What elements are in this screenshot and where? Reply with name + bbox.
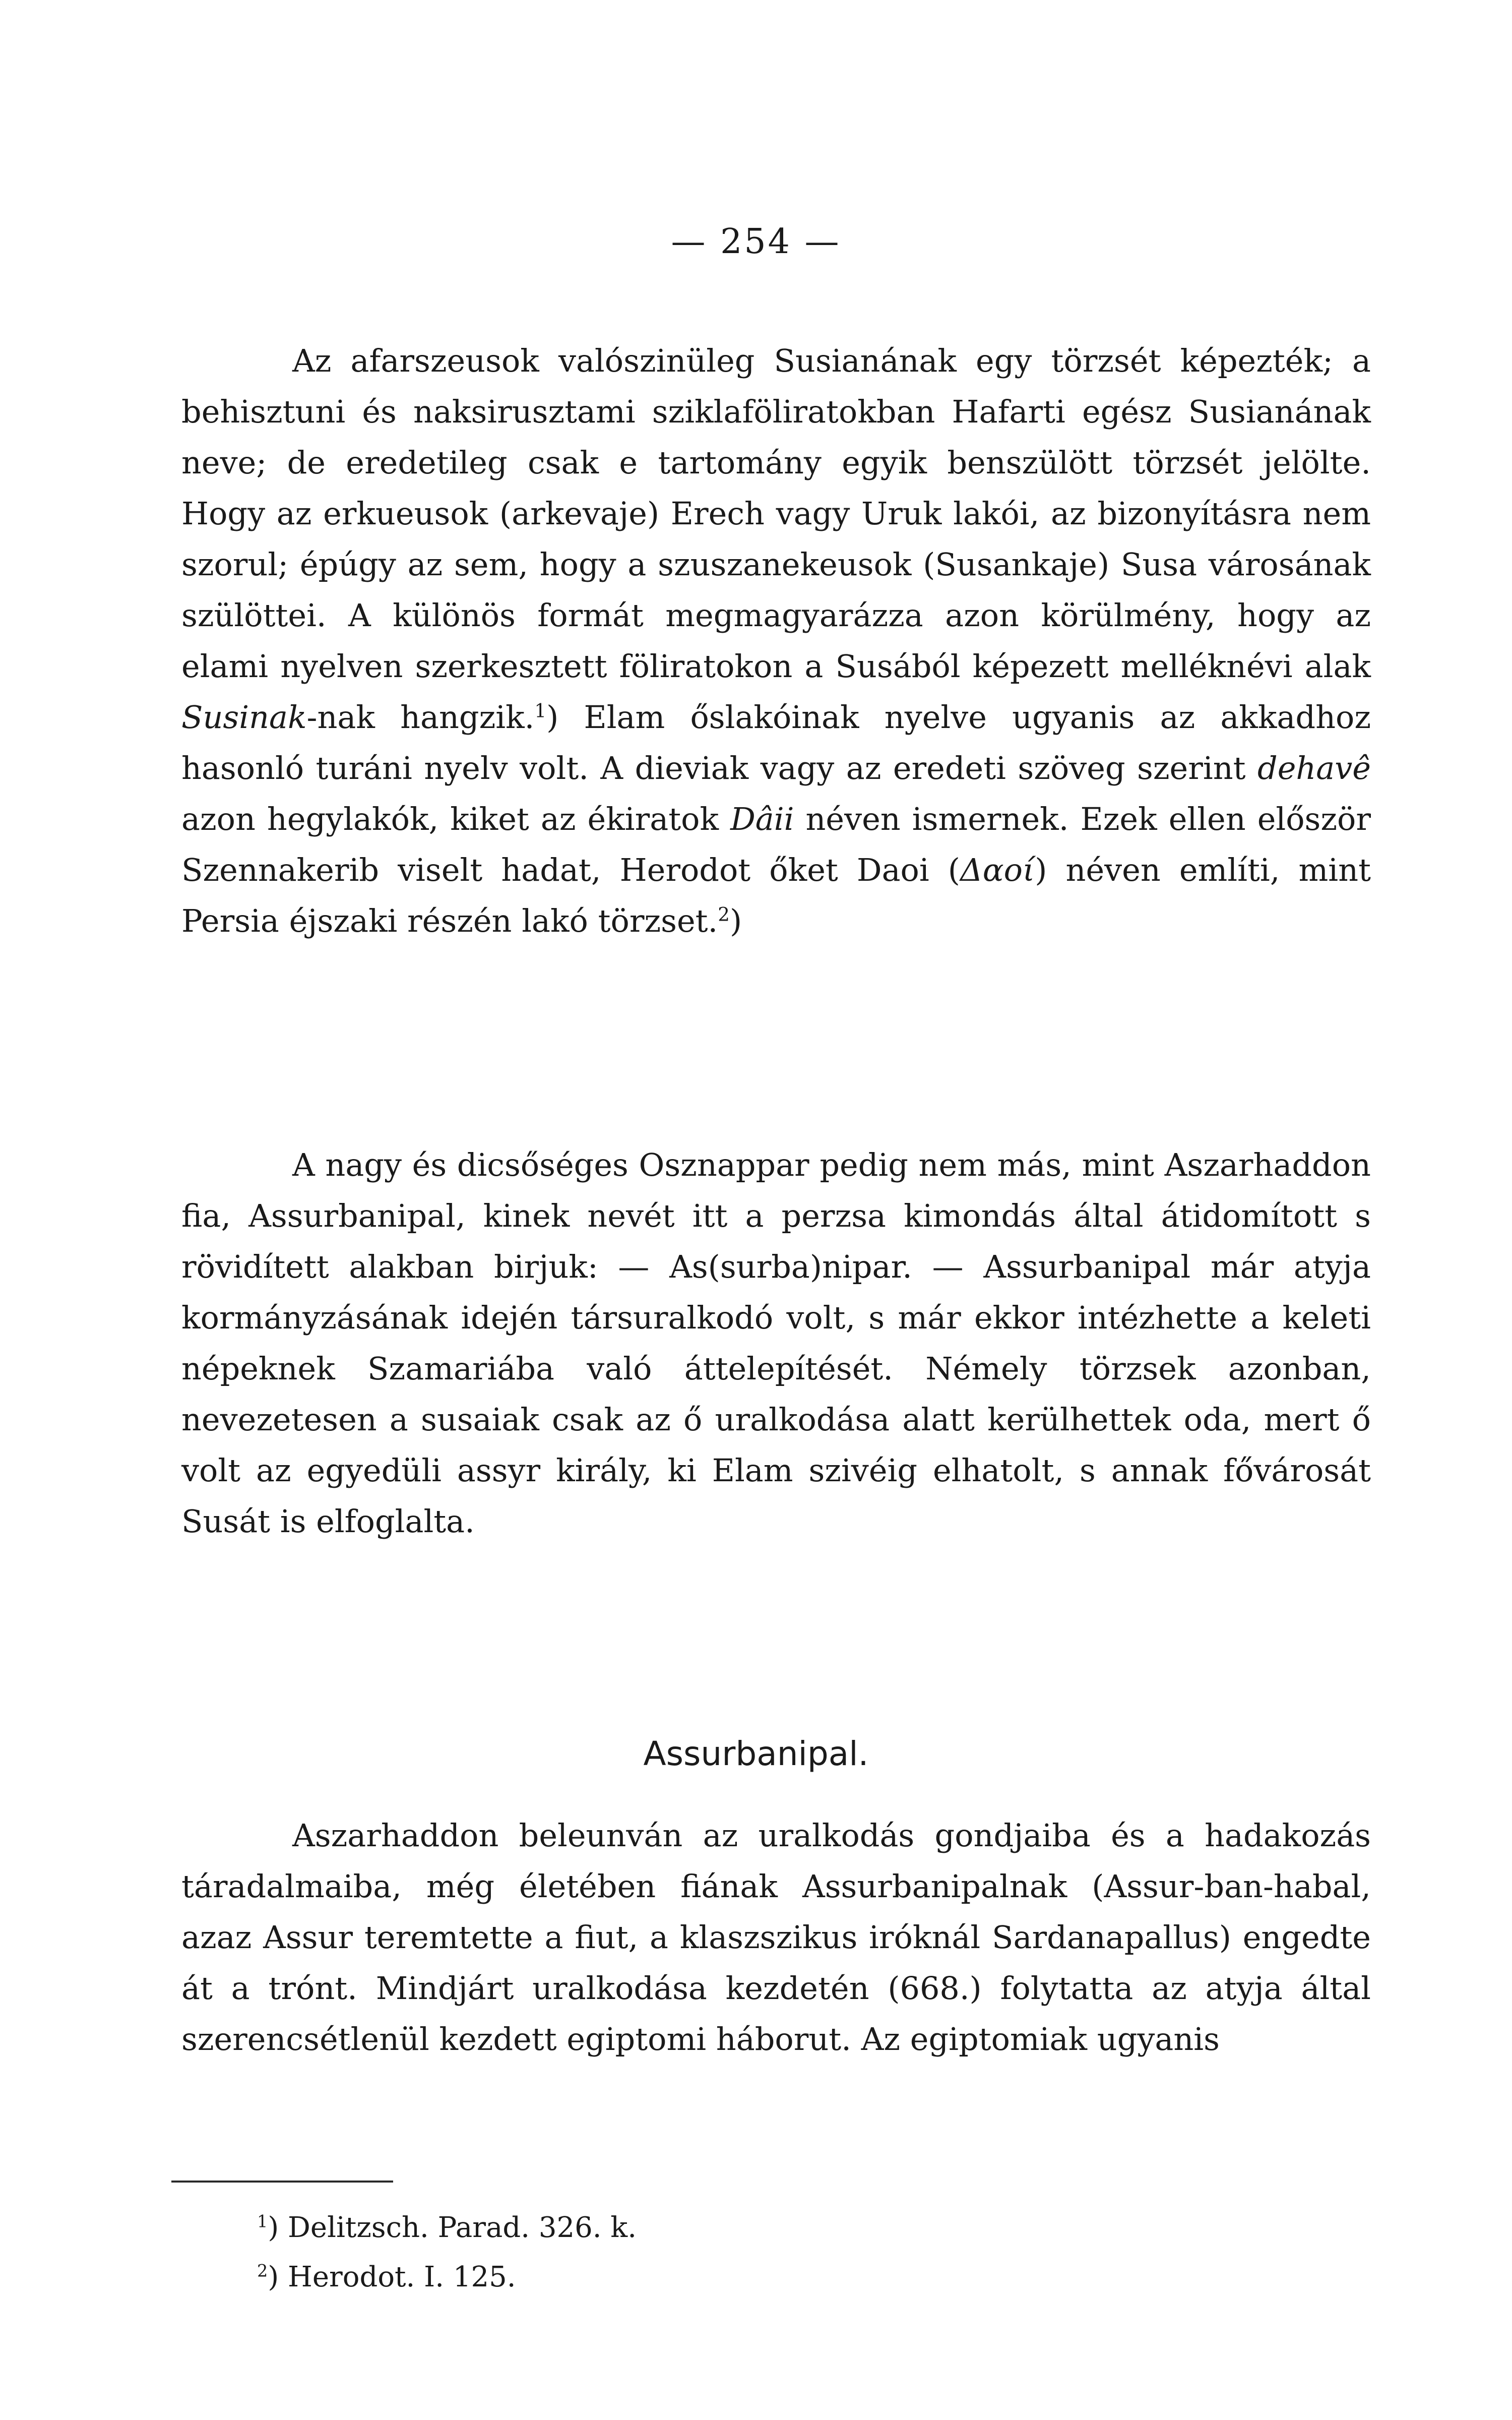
para1-text-d: azon hegylakók, kiket az ékiratok — [181, 801, 719, 837]
paragraph-2 — [181, 1139, 1371, 1547]
paragraph-2-text: A nagy és dicsőséges Osznappar pedig nem más, mint Aszarhaddon fia, Assurbanipal, kinek nevét itt a perzsa kimondás által átidomított s rövidített alakban birjuk: — As(surba)nipar. — Assurbanipal már atyja kormányzásának idején társuralkodó volt, s már ekkor intézhette a keleti népeknek Szamariába való áttelepítését. Némely törzsek azonban, nevezetesen a susaiak csak az ő uralkodása alatt kerülhettek oda, mert ő volt az egyedüli assyr király, ki Elam szivéig elhatolt, s annak fővárosát Susát is elfoglalta. — [181, 1146, 1371, 1540]
footnote-ref-1: 1 — [534, 699, 547, 722]
footnote-2-text: ) Herodot. I. 125. — [268, 2261, 516, 2293]
footnotes — [257, 2203, 637, 2302]
para1-text-e: néven ismernek. Ezek ellen először Szennakerib viselt hadat, Herodot őket Daoi ( — [181, 801, 1371, 888]
page-number: — 254 — — [671, 222, 841, 262]
footnote-2 — [257, 2253, 637, 2302]
footnote-1-marker: 1 — [257, 2211, 268, 2231]
para1-text-c: ) Elam őslakóinak nyelve ugyanis az akkadhoz hasonló turáni nyelv volt. A dieviak vagy az eredeti szöveg szerint — [181, 699, 1371, 786]
para1-text-g: ) — [729, 902, 742, 939]
para1-italic-daii: Dâii — [730, 801, 794, 837]
paragraph-3-text: Aszarhaddon beleunván az uralkodás gondjaiba és a hadakozás táradalmaiba, még életében fiának Assurbanipalnak (Assur-ban-habal, azaz Assur teremtette a fiut, a klaszszikus iróknál Sardanapallus) engedte át a trónt. Mindjárt uralkodása kezdetén (668.) folytatta az atyja által szerencsétlenül kezdett egiptomi háborut. Az egiptomiak ugyanis — [181, 1817, 1371, 2058]
para1-text-b: -nak hangzik. — [306, 699, 535, 736]
para1-italic-greek: Δαοί — [960, 852, 1035, 888]
paragraph-1 — [181, 335, 1371, 946]
paragraph-3 — [181, 1810, 1371, 2065]
footnote-2-marker: 2 — [257, 2261, 268, 2281]
footnote-divider — [171, 2181, 393, 2183]
footnote-1 — [257, 2203, 637, 2253]
footnote-ref-2: 2 — [718, 903, 730, 926]
footnote-1-text: ) Delitzsch. Parad. 326. k. — [268, 2211, 637, 2244]
para1-italic-susinak: Susinak — [181, 699, 307, 736]
section-heading: Assurbanipal. — [643, 1734, 869, 1773]
para1-text-f: ) néven említi, mint Persia éjszaki részén lakó törzset. — [181, 852, 1371, 939]
para1-text-a: Az afarszeusok valószinüleg Susianának egy törzsét képezték; a behisztuni és naksirusztami sziklaföliratokban Hafarti egész Susianának neve; de eredetileg csak e tartomány egyik benszülött törzsét jelölte. Hogy az erkueusok (arkevaje) Erech vagy Uruk lakói, az bizonyításra nem szorul; épúgy az sem, hogy a szuszanekeusok (Susankaje) Susa városának szülöttei. A különös formát megmagyarázza azon körülmény, hogy az elami nyelven szerkesztett föliratokon a Susából képezett melléknévi alak — [181, 342, 1371, 685]
para1-italic-dehave: dehavê — [1257, 750, 1371, 786]
